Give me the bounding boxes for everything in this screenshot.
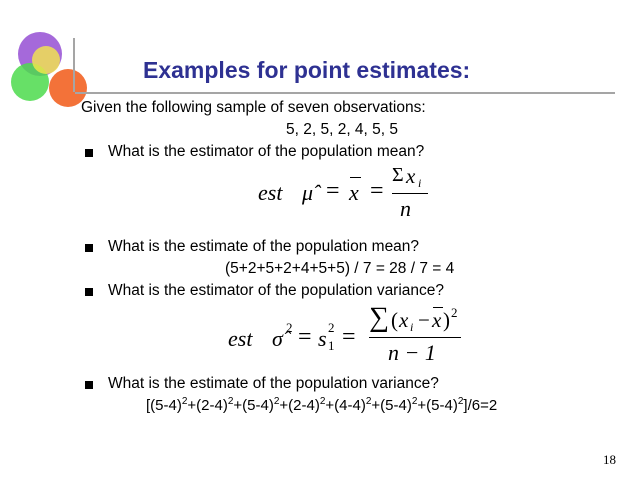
minus-sign: − bbox=[418, 308, 430, 332]
equals-sign: = bbox=[326, 178, 340, 204]
intro-text: Given the following sample of seven observations: bbox=[81, 99, 426, 116]
subscript-one: 1 bbox=[328, 338, 335, 353]
bullet-text: What is the estimator of the population mean? bbox=[108, 143, 425, 160]
equals-sign: = bbox=[370, 178, 384, 204]
mean-estimate-calc: (5+2+5+2+4+5+5) / 7 = 28 / 7 = 4 bbox=[225, 260, 455, 277]
superscript-two: 2 bbox=[286, 320, 293, 335]
page-number: 18 bbox=[603, 452, 616, 467]
bullet-text: What is the estimator of the population variance? bbox=[108, 282, 445, 299]
superscript-two: 2 bbox=[451, 305, 458, 320]
fraction-bar bbox=[392, 193, 428, 194]
equals-sign: = bbox=[298, 324, 312, 350]
bullet-marker bbox=[85, 288, 93, 296]
equals-sign: = bbox=[342, 324, 356, 350]
bullet-marker bbox=[85, 149, 93, 157]
summation-symbol: ∑ bbox=[369, 302, 389, 333]
mu-hat-symbol: μ̂ bbox=[302, 180, 314, 205]
x-bar-overline bbox=[433, 307, 443, 308]
n-denominator: n bbox=[400, 196, 411, 221]
bullet-marker bbox=[85, 381, 93, 389]
bullet-text: What is the estimate of the population mean? bbox=[108, 238, 420, 255]
est-label: est bbox=[258, 180, 283, 205]
subscript-i: i bbox=[410, 320, 414, 334]
s-variable: s bbox=[318, 326, 327, 351]
x-variable: x bbox=[399, 308, 409, 332]
title-vertical-rule bbox=[73, 38, 75, 92]
n-minus-one-denominator: n − 1 bbox=[388, 340, 436, 365]
sample-values: 5, 2, 5, 2, 4, 5, 5 bbox=[286, 121, 399, 138]
subscript-i: i bbox=[418, 176, 422, 190]
sum-symbol: Σ bbox=[392, 164, 404, 186]
bullet-text: What is the estimate of the population variance? bbox=[108, 375, 439, 392]
x-bar-symbol: x bbox=[432, 308, 442, 332]
variance-estimate-calc: $[(5-4)^2+(2-4)^2+(5-4)^2+(2-4)^2+(4-4)^2+(5-4)^2+(5-4)^2]/6=2$ bbox=[146, 396, 498, 414]
title-horizontal-rule bbox=[75, 92, 615, 94]
x-bar-overline bbox=[350, 177, 361, 178]
open-paren: ( bbox=[391, 308, 398, 332]
slide-title: Examples for point estimates: bbox=[143, 57, 471, 83]
x-variable: x bbox=[406, 164, 416, 188]
sigma-hat-symbol: σ̂ bbox=[272, 326, 283, 351]
x-bar-symbol: x bbox=[349, 180, 359, 205]
est-label: est bbox=[228, 326, 253, 351]
fraction-bar bbox=[369, 337, 461, 338]
variance-estimator-formula bbox=[228, 302, 468, 372]
superscript-two: 2 bbox=[328, 320, 335, 335]
mean-estimator-formula bbox=[258, 166, 458, 226]
close-paren: ) bbox=[443, 308, 450, 332]
bullet-marker bbox=[85, 244, 93, 252]
